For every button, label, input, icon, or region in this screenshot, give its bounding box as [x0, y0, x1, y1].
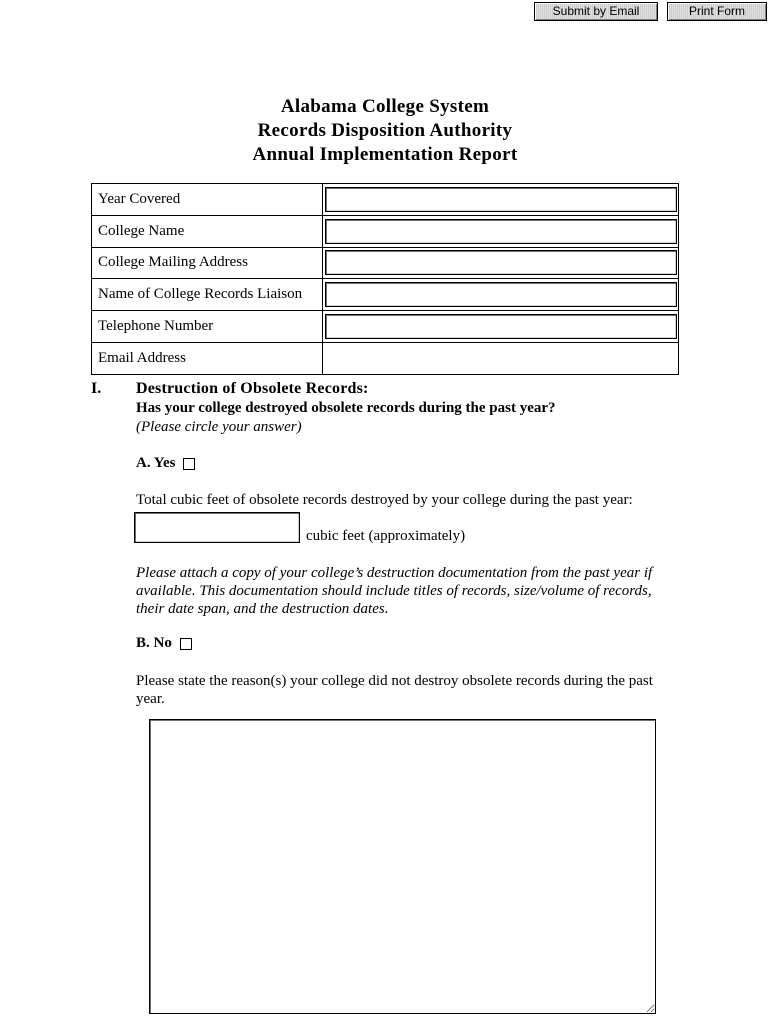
info-row-year [92, 184, 679, 216]
telephone-field[interactable] [325, 314, 677, 339]
option-yes-label: A. Yes [136, 455, 176, 471]
cubic-feet-field[interactable] [134, 512, 300, 543]
college-info-table [91, 183, 679, 375]
records-liaison-label: Name of College Records Liaison [92, 279, 323, 311]
info-row-mailing-address [92, 247, 679, 279]
option-no [136, 635, 192, 652]
email-address-cell[interactable] [323, 342, 679, 374]
submit-by-email-button[interactable]: Submit by Email [534, 2, 658, 21]
circle-answer-note: (Please circle your answer) [136, 419, 302, 435]
records-liaison-field[interactable] [325, 282, 677, 307]
mailing-address-label: College Mailing Address [92, 247, 323, 279]
total-cubic-feet-prompt: Total cubic feet of obsolete records destroyed by your college during the past year: [136, 492, 633, 508]
cubic-feet-label: cubic feet (approximately) [306, 528, 466, 544]
destruction-question: Has your college destroyed obsolete records during the past year? [136, 400, 556, 416]
mailing-address-field[interactable] [325, 250, 677, 275]
section-title: Destruction of Obsolete Records: [136, 380, 369, 397]
info-row-email [92, 342, 679, 374]
attach-documentation-note: Please attach a copy of your college’s destruction documentation from the past year if available. This documentation should include titles of records, size/volume of records, their date span, and the destruction dates. [136, 565, 653, 617]
college-name-label: College Name [92, 215, 323, 247]
reason-prompt: Please state the reason(s) your college did not destroy obsolete records during the past year. [136, 673, 653, 707]
email-address-label: Email Address [92, 342, 323, 374]
telephone-label: Telephone Number [92, 311, 323, 343]
title-line-2: Records Disposition Authority [257, 120, 513, 141]
college-name-field[interactable] [325, 219, 677, 244]
option-no-label: B. No [136, 635, 172, 651]
year-covered-field[interactable] [325, 187, 677, 212]
no-checkbox[interactable] [180, 638, 192, 650]
info-row-college-name [92, 215, 679, 247]
title-line-1: Alabama College System [280, 96, 490, 117]
section-number: I. [91, 380, 102, 397]
college-name-cell [323, 215, 679, 247]
info-row-records-liaison [92, 279, 679, 311]
mailing-address-cell [323, 247, 679, 279]
title-line-3: Annual Implementation Report [252, 144, 518, 165]
option-yes [136, 455, 195, 472]
print-form-button[interactable]: Print Form [667, 2, 767, 21]
info-row-telephone [92, 311, 679, 343]
yes-checkbox[interactable] [183, 458, 195, 470]
telephone-cell [323, 311, 679, 343]
reason-textarea[interactable] [149, 719, 656, 1014]
year-covered-cell [323, 184, 679, 216]
records-liaison-cell [323, 279, 679, 311]
year-covered-label: Year Covered [92, 184, 323, 216]
